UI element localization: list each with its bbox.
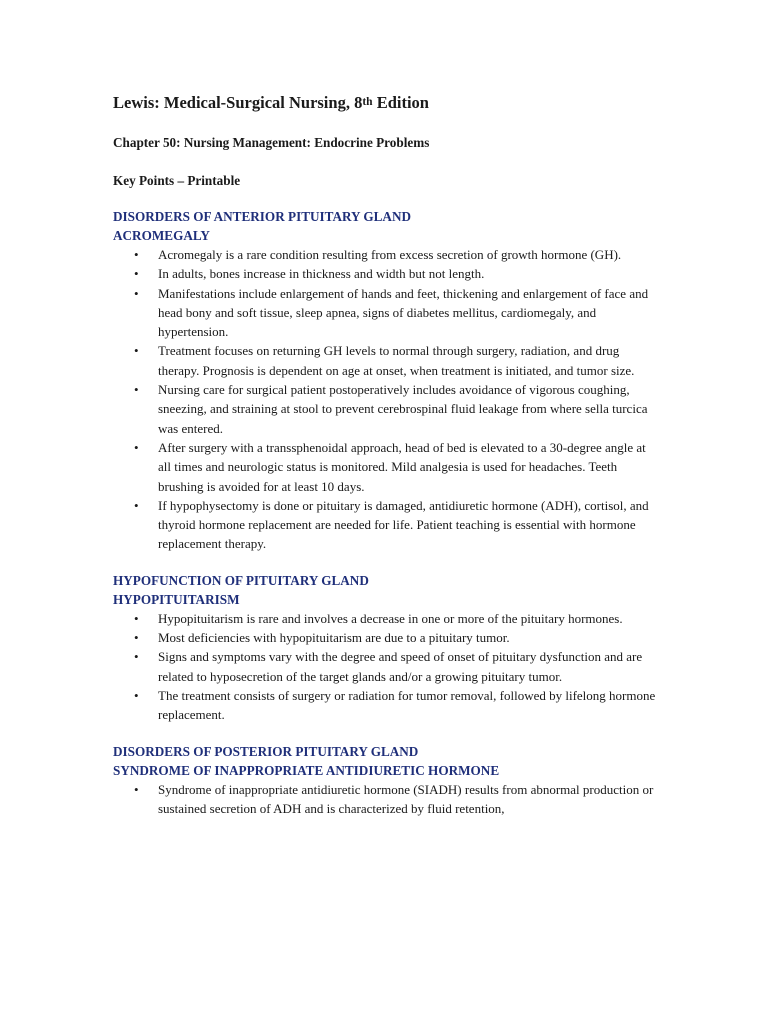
bullet-list [113, 245, 658, 554]
title-text: Lewis: Medical-Surgical Nursing, 8 [113, 93, 363, 112]
list-item: • Hypopituitarism is rare and involves a decrease in one or more of the pituitary hormones. [113, 609, 658, 628]
list-item: • Treatment focuses on returning GH levels to normal through surgery, radiation, and drug therapy. Prognosis is dependent on age at onset, when treatment is initiated, and tumor size. [113, 341, 658, 380]
title-edition: Edition [372, 93, 429, 112]
list-item: • Syndrome of inappropriate antidiuretic hormone (SIADH) results from abnormal production or sustained secretion of ADH and is characterized by fluid retention, [113, 780, 658, 819]
list-item: • Most deficiencies with hypopituitarism are due to a pituitary tumor. [113, 628, 658, 647]
list-item: • The treatment consists of surgery or radiation for tumor removal, followed by lifelong hormone replacement. [113, 686, 658, 725]
list-item: • Nursing care for surgical patient postoperatively includes avoidance of vigorous coughing, sneezing, and straining at stool to prevent cerebrospinal fluid leakage from where sella turcica was entered. [113, 380, 658, 438]
section-heading: DISORDERS OF ANTERIOR PITUITARY GLAND [113, 209, 412, 224]
section-subheading: SYNDROME OF INAPPROPRIATE ANTIDIURETIC HORMONE [113, 762, 500, 778]
bullet-list [113, 609, 658, 725]
section-anterior-pituitary [113, 207, 658, 554]
section-subheading: HYPOPITUITARISM [113, 591, 240, 607]
section-heading: HYPOFUNCTION OF PITUITARY GLAND [113, 572, 369, 588]
bullet-list [113, 780, 658, 819]
section-subheading: ACROMEGALY [113, 228, 210, 243]
list-item: • In adults, bones increase in thickness and width but not length. [113, 264, 658, 283]
list-item: • Signs and symptoms vary with the degree and speed of onset of pituitary dysfunction and are related to hyposecretion of the target glands and/or a growing pituitary tumor. [113, 647, 658, 686]
section-posterior-pituitary [113, 742, 658, 819]
list-item: • Manifestations include enlargement of hands and feet, thickening and enlargement of face and head bony and soft tissue, sleep apnea, signs of diabetes mellitus, cardiomegaly, and hypertension. [113, 284, 658, 342]
document-page [113, 92, 658, 818]
list-item: • If hypophysectomy is done or pituitary is damaged, antidiuretic hormone (ADH), cortisol, and thyroid hormone replacement are needed for life. Patient teaching is essential with hormone replacement therapy. [113, 496, 658, 554]
section-hypofunction-pituitary [113, 571, 658, 725]
chapter-title: Chapter 50: Nursing Management: Endocrine Problems [113, 135, 430, 150]
title-superscript: th [362, 96, 373, 108]
list-item: • After surgery with a transsphenoidal approach, head of bed is elevated to a 30-degree angle at all times and neurologic status is monitored. Mild analgesia is used for headaches. Teeth brushing is avoided for at least 10 days. [113, 438, 658, 496]
subtitle: Key Points – Printable [113, 173, 241, 188]
list-item: • Acromegaly is a rare condition resulting from excess secretion of growth hormone (GH). [113, 245, 658, 264]
section-heading: DISORDERS OF POSTERIOR PITUITARY GLAND [113, 743, 419, 759]
document-title [113, 92, 658, 114]
